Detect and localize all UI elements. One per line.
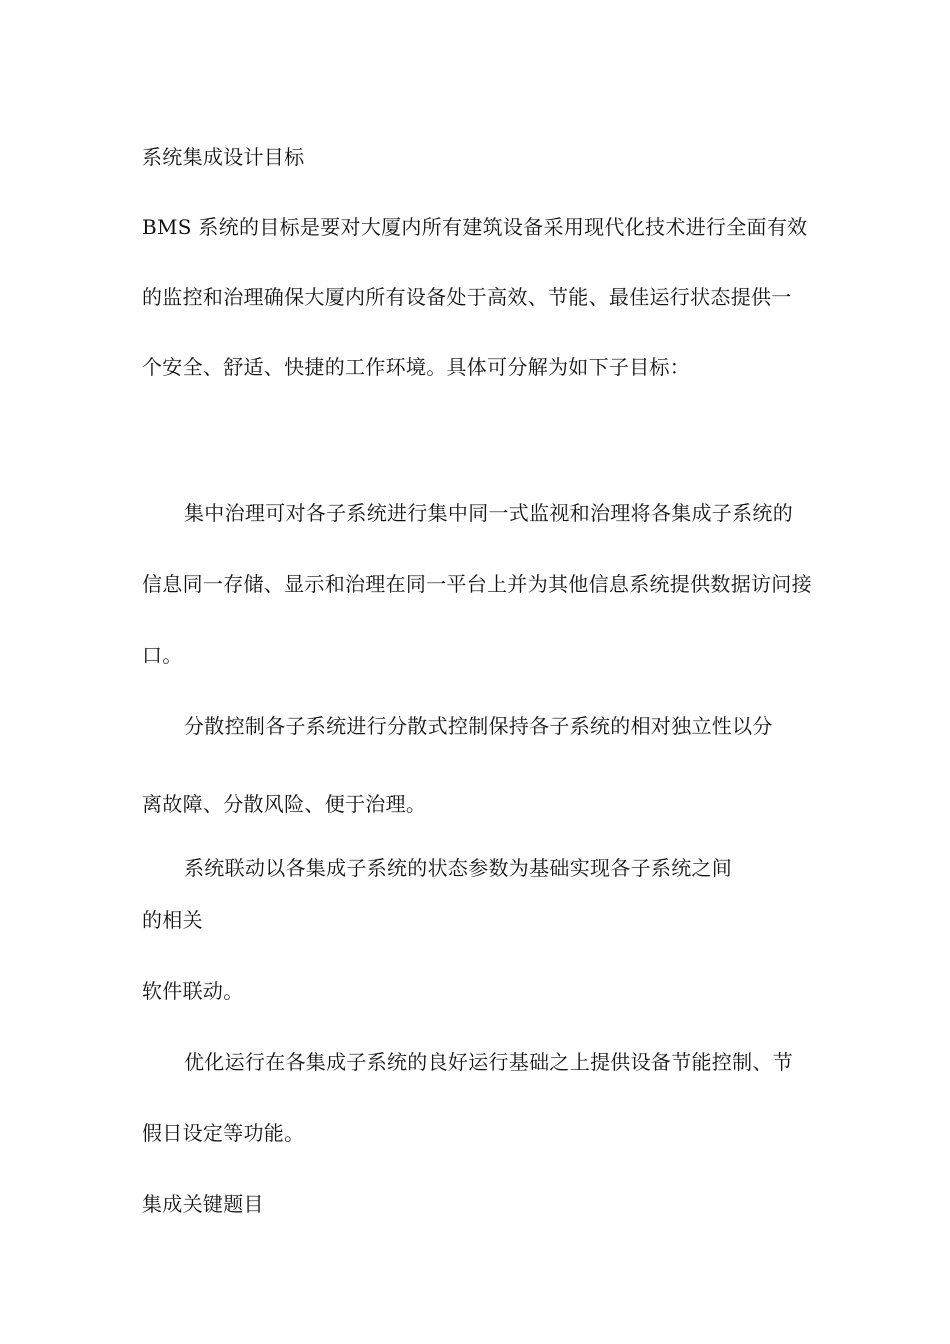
paragraph-line: 假日设定等功能。 (142, 1121, 305, 1145)
paragraph-line: 系统联动以各集成子系统的状态参数为基础实现各子系统之间 (184, 856, 733, 880)
paragraph-line: 集中治理可对各子系统进行集中同一式监视和治理将各集成子系统的 (184, 501, 793, 525)
paragraph-line: 软件联动。 (142, 979, 244, 1003)
section-heading: 系统集成设计目标 (142, 145, 305, 169)
paragraph-line: 优化运行在各集成子系统的良好运行基础之上提供设备节能控制、节 (184, 1050, 793, 1074)
paragraph-line: 分散控制各子系统进行分散式控制保持各子系统的相对独立性以分 (184, 714, 773, 738)
paragraph-line: 口。 (142, 643, 183, 667)
paragraph-line: 个安全、舒适、快捷的工作环境。具体可分解为如下子目标： (142, 355, 691, 379)
paragraph-line: 离故障、分散风险、便于治理。 (142, 792, 427, 816)
paragraph-line: BMS 系统的目标是要对大厦内所有建筑设备采用现代化技术进行全面有效 (142, 215, 808, 239)
paragraph-line: 的相关 (142, 908, 203, 932)
paragraph-line: 信息同一存储、显示和治理在同一平台上并为其他信息系统提供数据访问接 (142, 572, 812, 596)
paragraph-line: 的监控和治理确保大厦内所有设备处于高效、节能、最佳运行状态提供一 (142, 285, 792, 309)
section-heading: 集成关键题目 (142, 1192, 264, 1216)
